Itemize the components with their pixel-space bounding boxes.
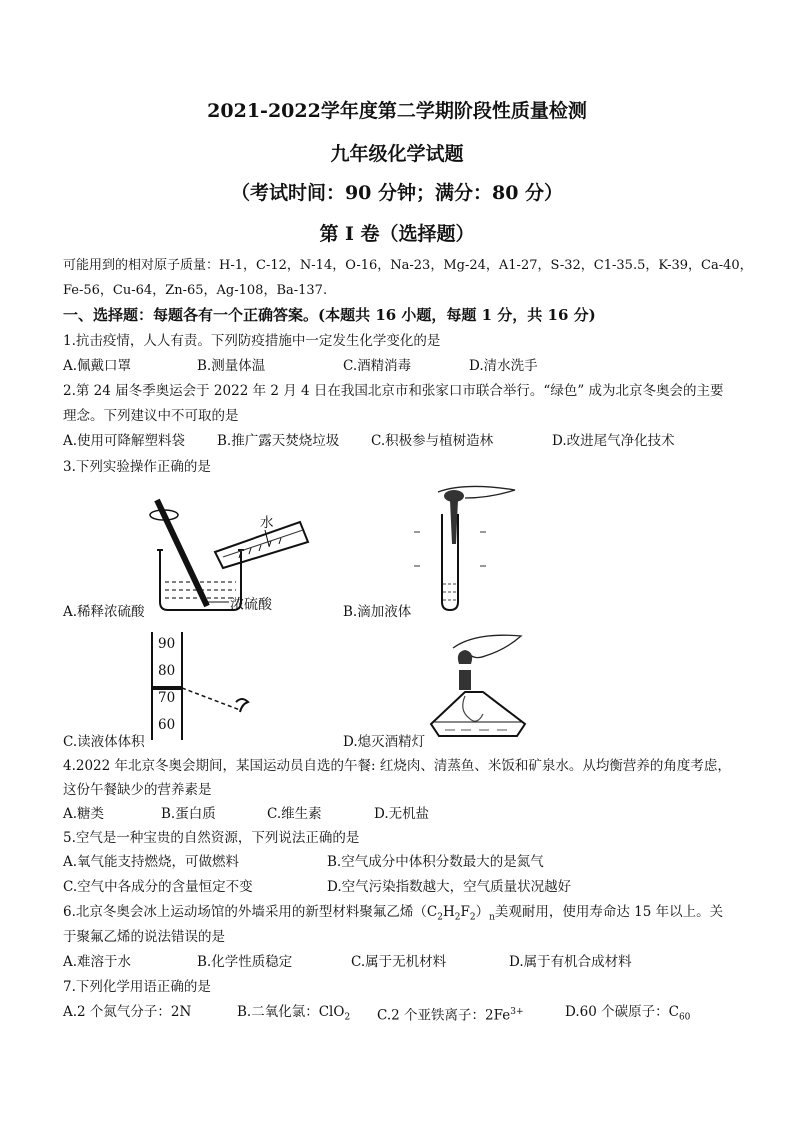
exam-info: （考试时间：90 分钟；满分：80 分）	[230, 182, 564, 204]
q5-stem: 5.空气是一种宝贵的自然资源，下列说法正确的是	[63, 830, 360, 846]
q4-option-a: A.糖类	[63, 806, 105, 822]
q3-stem: 3.下列实验操作正确的是	[63, 459, 211, 475]
q1-stem: 1.抗击疫情，人人有责。下列防疫措施中一定发生化学变化的是	[63, 333, 441, 349]
exam-subtitle: 九年级化学试题	[330, 143, 464, 165]
q4-stem-line2: 这份午餐缺少的营养素是	[63, 782, 212, 798]
figure-dropper	[410, 484, 530, 614]
q1-option-d: D.清水洗手	[469, 358, 538, 374]
q2-option-b: B.推广露天焚烧垃圾	[217, 433, 340, 449]
q7-option-c: C.2 个亚铁离子：$2Fe^{3+}$	[377, 1007, 524, 1024]
tick-90: 90	[158, 636, 176, 652]
q6-option-c: C.属于无机材料	[351, 954, 447, 970]
q2-option-d: D.改进尾气净化技术	[552, 433, 675, 449]
q7-stem: 7.下列化学用语正确的是	[63, 979, 211, 995]
q3-option-c: C.读液体体积	[63, 734, 145, 750]
q5-option-d: D.空气污染指数越大，空气质量状况越好	[327, 879, 572, 895]
q3-option-d: D.熄灭酒精灯	[343, 734, 426, 750]
figure-alcohol-lamp	[425, 630, 535, 745]
q6-option-b: B.化学性质稳定	[197, 954, 293, 970]
q5-option-b: B.空气成分中体积分数最大的是氮气	[327, 854, 544, 870]
exam-title: 2021-2022学年度第二学期阶段性质量检测	[207, 100, 587, 122]
q5-option-c: C.空气中各成分的含量恒定不变	[63, 879, 253, 895]
figure-label-water: 水	[260, 515, 274, 531]
q1-option-a: A.佩戴口罩	[63, 358, 132, 374]
section-heading: 第 I 卷（选择题）	[319, 223, 475, 245]
q2-stem-line1: 2.第 24 届冬季奥运会于 2022 年 2 月 4 日在我国北京市和张家口市联合举行。“绿色” 成为北京冬奥会的主要	[63, 383, 724, 399]
atomic-masses-line1: 可能用到的相对原子质量：H-1，C-12，N-14，O-16，Na-23，Mg-24，A1-27，S-32，C1-35.5，K-39，Ca-40，	[63, 258, 753, 273]
q2-stem-line2: 理念。下列建议中不可取的是	[63, 408, 239, 424]
q1-option-b: B.测量体温	[197, 358, 266, 374]
q4-option-d: D.无机盐	[374, 806, 430, 822]
q7-option-b: B.二氧化氯：ClO$_2$	[237, 1004, 351, 1023]
q4-stem-line1: 4.2022 年北京冬奥会期间，某国运动员自选的午餐: 红烧肉、清蒸鱼、米饭和矿泉水。从均衡营养的角度考虑，	[63, 758, 731, 774]
atomic-masses-line2: Fe-56，Cu-64，Zn-65，Ag-108，Ba-137.	[63, 283, 328, 298]
q2-option-a: A.使用可降解塑料袋	[63, 433, 186, 449]
q3-option-b: B.滴加液体	[343, 604, 412, 620]
q6-option-d: D.属于有机合成材料	[509, 954, 632, 970]
q7-option-d: D.60 个碳原子：$C_{60}$	[565, 1004, 691, 1023]
section1-heading: 一、选择题：每题各有一个正确答案。(本题共 16 小题，每题 1 分，共 16 分)	[63, 306, 596, 324]
q6-stem-line2: 于聚氟乙烯的说法错误的是	[63, 929, 225, 945]
q6-option-a: A.难溶于水	[63, 954, 132, 970]
tick-70: 70	[158, 690, 176, 706]
tick-60: 60	[158, 717, 176, 733]
q1-option-c: C.酒精消毒	[343, 358, 412, 374]
q5-option-a: A.氧气能支持燃烧，可做燃料	[63, 854, 240, 870]
q6-stem-line1: 6.北京冬奥会冰上运动场馆的外墙采用的新型材料聚氟乙烯$(C_2H_2F_2)_n$美观耐用，使用寿命达 15 年以上。关	[63, 904, 724, 923]
q4-option-b: B.蛋白质	[161, 806, 216, 822]
q3-option-a: A.稀释浓硫酸	[63, 604, 145, 620]
q7-option-a: A.2 个氮气分子：2N	[63, 1004, 192, 1020]
q2-option-c: C.积极参与植树造林	[371, 433, 494, 449]
q4-option-c: C.维生素	[267, 806, 322, 822]
tick-80: 80	[158, 663, 176, 679]
figure-label-acid: 浓硫酸	[230, 597, 272, 613]
